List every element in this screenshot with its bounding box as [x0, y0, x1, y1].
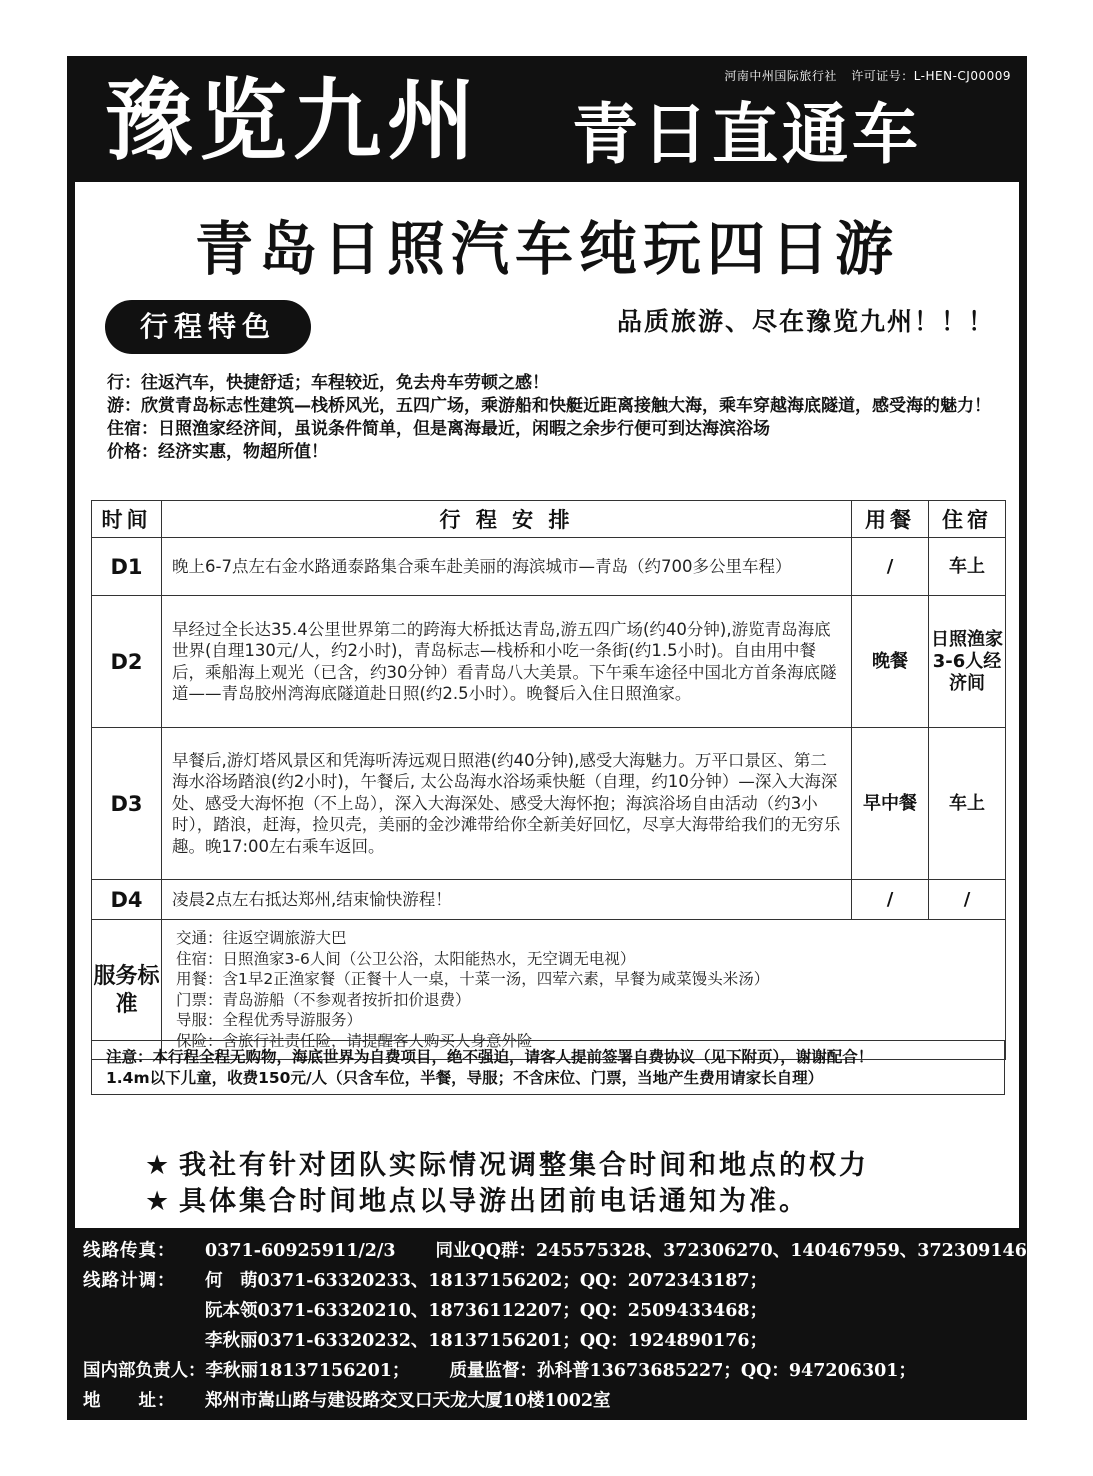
qq-group-label: 同业QQ群：: [435, 1241, 537, 1261]
feature-item: [107, 372, 997, 395]
day-label: D3: [92, 728, 162, 880]
table-row: [92, 880, 1006, 920]
service-item: [176, 990, 991, 1011]
day-meal: /: [852, 538, 929, 596]
service-value: 日照渔家3-6人间（公卫公浴，太阳能热水，无空调无电视）: [222, 949, 636, 968]
notice-line: [106, 1047, 990, 1068]
star-icon: ★: [145, 1150, 173, 1181]
day-label: D4: [92, 880, 162, 920]
manager-row: [83, 1356, 1027, 1386]
feature-list: [107, 372, 997, 464]
day-stay: /: [929, 880, 1006, 920]
day-label: D2: [92, 596, 162, 728]
brand-logo-text: 豫览九州: [105, 68, 482, 172]
day-meal: 早中餐: [852, 728, 929, 880]
day-meal: 晚餐: [852, 596, 929, 728]
day-stay: 车上: [929, 538, 1006, 596]
notice-child-policy: 1.4m以下儿童，收费150元/人（只含车位，半餐，导服；不含床位、门票，当地产生费用请家长自理）: [106, 1068, 824, 1087]
service-item: [176, 969, 991, 990]
quality-contact: 质量监督：孙科普13673685227；QQ：947206301；: [449, 1361, 916, 1381]
star-text: 具体集合时间地点以导游出团前电话通知为准。: [179, 1186, 809, 1217]
service-item: [176, 949, 991, 970]
address-row: [83, 1386, 1027, 1416]
notice-box: [91, 1040, 1005, 1095]
feature-text: 往返汽车，快捷舒适；车程较近，免去舟车劳顿之感！: [141, 373, 549, 393]
address-label: 地 址：: [83, 1391, 176, 1411]
address-text: 郑州市嵩山路与建设路交叉口天龙大厦10楼1002室: [205, 1391, 611, 1411]
service-label: 服务标准: [92, 920, 162, 1060]
feature-label: 游：: [107, 396, 141, 416]
slogan: 品质旅游、尽在豫览九州！！！: [616, 307, 995, 336]
notice-label: 注意：: [106, 1048, 153, 1066]
day-description: 早经过全长达35.4公里世界第二的跨海大桥抵达青岛,游五四广场(约40分钟),游览青岛海底世界(自理130元/人，约2小时)，青岛标志—栈桥和小吃一条街(约1.5小时)。自由用中餐后，乘船海上观光（已含，约30分钟）看青岛八大美景。下午乘车途径中国北方首条海底隧道——青岛胶州湾海底隧道赴日照(约2.5小时）。晚餐后入住日照渔家。: [162, 596, 852, 728]
table-row: [92, 728, 1006, 880]
day-description: 凌晨2点左右抵达郑州,结束愉快游程！: [162, 880, 852, 920]
agency-name: 河南中州国际旅行社: [724, 69, 837, 83]
content-panel: [75, 182, 1019, 1228]
fax-label: 线路传真：: [83, 1241, 176, 1261]
service-item: [176, 1010, 991, 1031]
dispatch-label: 线路计调：: [83, 1271, 176, 1291]
contact-block: [83, 1236, 1027, 1416]
qq-group-numbers: 245575328、372306270、140467959、372309146: [536, 1241, 1027, 1261]
header-time: 时间: [92, 501, 162, 538]
page-title: 青岛日照汽车纯玩四日游: [194, 215, 899, 283]
fax-row: [83, 1236, 1027, 1266]
itinerary-table: [91, 500, 1006, 1060]
notice-text: 本行程全程无购物，海底世界为自费项目，绝不强迫，请客人提前签署自费协议（见下附页），谢谢配合！: [152, 1048, 874, 1066]
table-header-row: [92, 501, 1006, 538]
service-list: [162, 920, 1006, 1060]
agency-info: [714, 67, 1011, 84]
service-value: 含旅行社责任险，请提醒客人购买人身意外险: [222, 1031, 533, 1050]
service-key: 保险：: [176, 1031, 223, 1050]
dispatcher-contact: 何 萌0371-63320233、18137156202；QQ：2072343187；: [205, 1271, 768, 1291]
service-row: [92, 920, 1006, 1060]
service-value: 含1早2正渔家餐（正餐十人一桌，十菜一汤，四荤六素，早餐为咸菜馒头米汤）: [222, 970, 770, 988]
feature-text: 经济实惠，物超所值！: [158, 442, 328, 462]
star-icon: ★: [145, 1186, 173, 1217]
table-row: [92, 538, 1006, 596]
dispatcher-contact: 李秋丽0371-63320232、18137156201；QQ：1924890176；: [205, 1331, 768, 1351]
service-value: 青岛游船（不参观者按折扣价退费）: [222, 990, 471, 1009]
feature-item: [107, 418, 997, 441]
star-notice: [145, 1184, 1005, 1220]
feature-text: 欣赏青岛标志性建筑—栈桥风光，五四广场，乘游船和快艇近距离接触大海，乘车穿越海底隧道，感受海的魅力！: [141, 396, 991, 416]
feature-item: [107, 441, 997, 464]
feature-text: 日照渔家经济间，虽说条件简单，但是离海最近，闲暇之余步行便可到达海滨浴场: [158, 419, 770, 439]
header-schedule: 行 程 安 排: [162, 501, 852, 538]
manager-contact: 国内部负责人：李秋丽18137156201；: [83, 1361, 410, 1381]
day-description: 早餐后,游灯塔风景区和凭海听涛远观日照港(约40分钟),感受大海魅力。万平口景区、第二海水浴场踏浪(约2小时)，午餐后, 太公岛海水浴场乘快艇（自理，约10分钟）—深入大海深处、感受大海怀抱（不上岛），深入大海深处、感受大海怀抱；海滨浴场自由活动（约3小时），踏浪，赶海，捡贝壳，美丽的金沙滩带给你全新美好回忆，尽享大海带给我们的无穷乐趣。晚17:00左右乘车返回。: [162, 728, 852, 880]
service-key: 交通：: [176, 929, 223, 947]
feature-label: 住宿：: [107, 419, 158, 439]
banner: [67, 56, 1027, 180]
service-value: 全程优秀导游服务）: [222, 1011, 363, 1029]
fax-number: 0371-60925911/2/3: [205, 1241, 396, 1261]
day-description: 晚上6-7点左右金水路通泰路集合乘车赴美丽的海滨城市—青岛（约700多公里车程）: [162, 538, 852, 596]
license-number: 许可证号：L-HEN-CJ00009: [851, 69, 1011, 83]
service-key: 用餐：: [176, 970, 223, 988]
day-meal: /: [852, 880, 929, 920]
brand-subtitle: 青日直通车: [572, 95, 922, 173]
dispatcher-contact: 阮本领0371-63320210、18736112207；QQ：2509433468；: [205, 1301, 768, 1321]
star-text: 我社有针对团队实际情况调整集合时间和地点的权力: [179, 1150, 869, 1181]
day-stay: 车上: [929, 728, 1006, 880]
feature-label: 价格：: [107, 442, 158, 462]
table-row: [92, 596, 1006, 728]
feature-badge: 行程特色: [105, 300, 311, 354]
service-key: 住宿：: [176, 949, 223, 968]
star-notice: [145, 1148, 1005, 1184]
service-item: [176, 928, 991, 949]
service-key: 导服：: [176, 1011, 223, 1029]
feature-item: [107, 395, 997, 418]
dispatcher-row: [83, 1266, 1027, 1296]
header-meal: 用餐: [852, 501, 929, 538]
day-stay: 日照渔家3-6人经济间: [929, 596, 1006, 728]
star-notices: [145, 1148, 1005, 1220]
service-value: 往返空调旅游大巴: [222, 929, 347, 947]
poster-frame: [67, 56, 1027, 1420]
day-label: D1: [92, 538, 162, 596]
service-key: 门票：: [176, 990, 223, 1009]
header-stay: 住宿: [929, 501, 1006, 538]
feature-label: 行：: [107, 373, 141, 393]
